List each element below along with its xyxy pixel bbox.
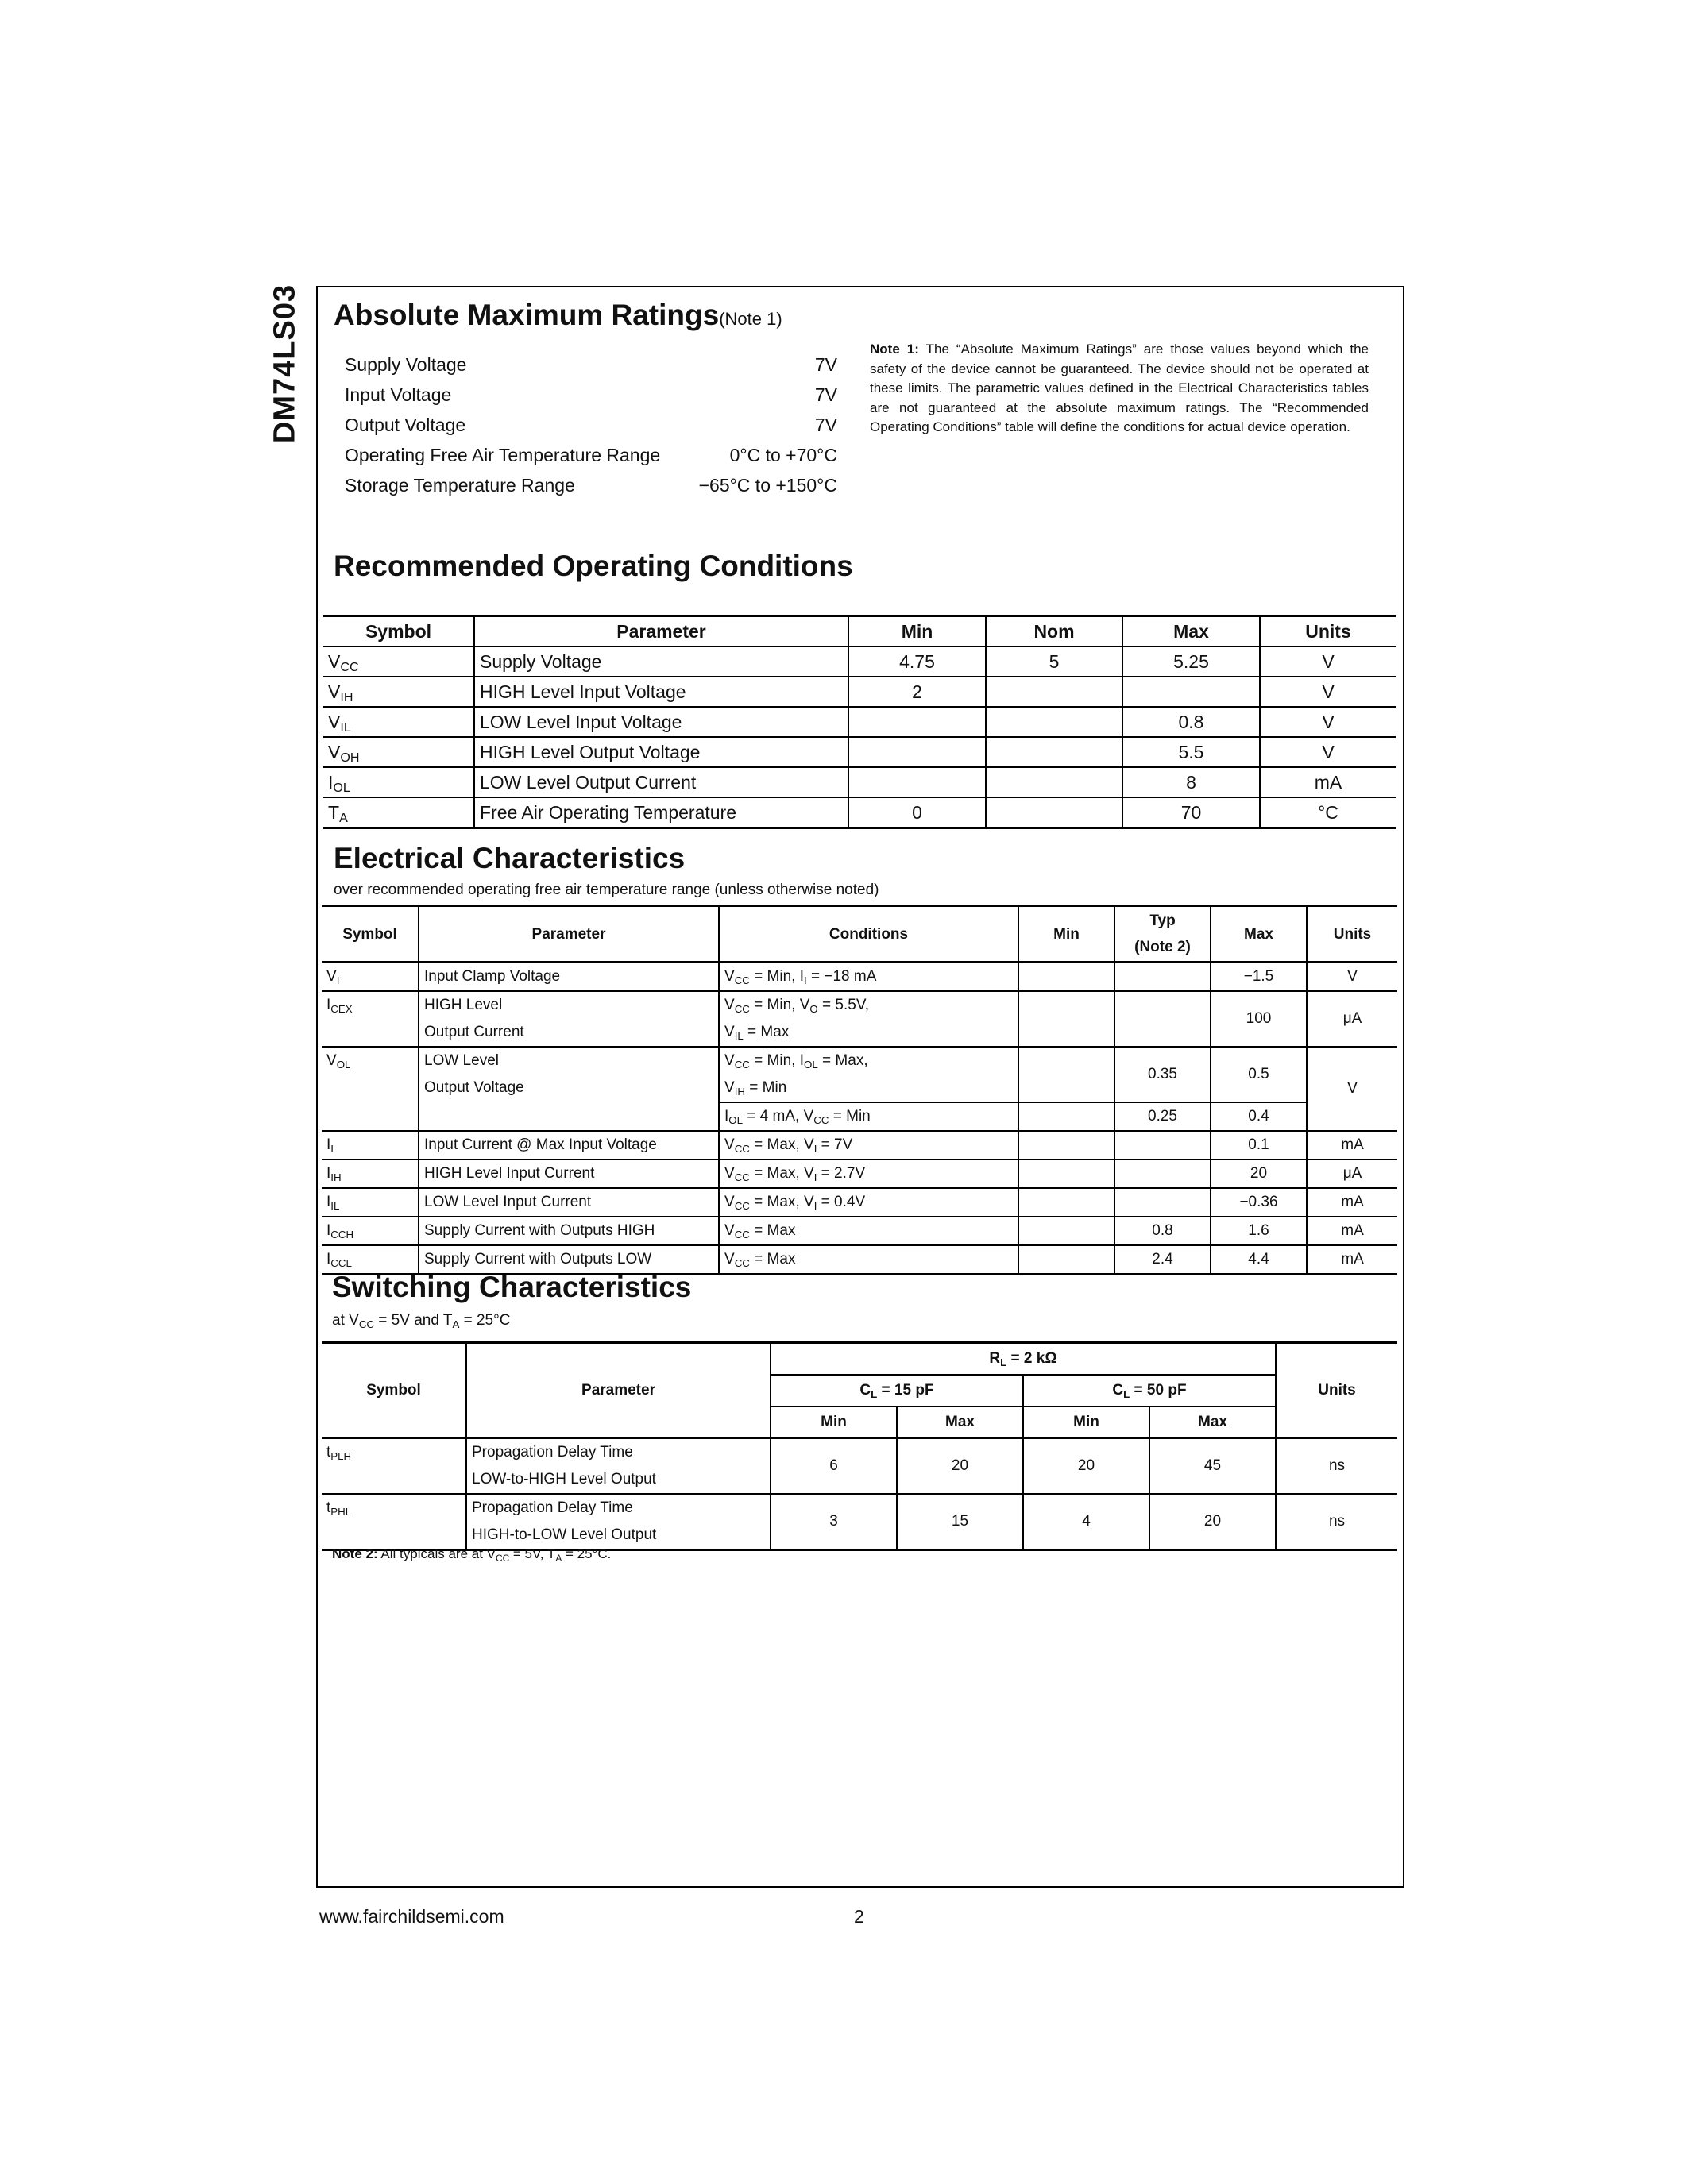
col-header: Max: [897, 1406, 1023, 1438]
col-header: Units: [1260, 616, 1396, 647]
min-cell: [1018, 1217, 1114, 1245]
note-2: Note 2: All typicals are at $V_{CC} = 5V$, $T_A = 25^\circ C$.: [332, 1546, 612, 1564]
symbol-cell: $V_{IL}$: [323, 707, 474, 737]
parameter-cell: Propagation Delay Time HIGH-to-LOW Level Output: [466, 1494, 771, 1550]
value-cell: 20: [1149, 1494, 1276, 1550]
symbol-cell: $I_{CEX}$: [322, 991, 419, 1047]
parameter-cell: Supply Voltage: [474, 646, 848, 677]
conditions-cell: $V_{CC}$ = Min, $I_I = -18$ mA: [719, 963, 1018, 992]
amr-item: Operating Free Air Temperature Range 0°C to +70°C: [345, 445, 837, 465]
units-cell: V: [1260, 707, 1396, 737]
value-cell: 15: [897, 1494, 1023, 1550]
ec-table: [322, 905, 1397, 1275]
symbol-cell: $V_{OH}$: [323, 737, 474, 767]
amr-item: Storage Temperature Range −65°C to +150°C: [345, 475, 837, 496]
units-cell: °C: [1260, 797, 1396, 828]
units-cell: mA: [1260, 767, 1396, 797]
max-cell: 100: [1211, 991, 1307, 1047]
parameter-cell: Supply Current with Outputs LOW: [419, 1245, 719, 1275]
table-row: [323, 767, 1396, 797]
parameter-cell: HIGH Level Input Current: [419, 1160, 719, 1188]
max-cell: 0.5: [1211, 1047, 1307, 1102]
table-row: [322, 1438, 1397, 1494]
max-cell: 0.8: [1122, 707, 1260, 737]
amr-item: Input Voltage 7V: [345, 384, 837, 405]
table-row: [322, 1217, 1397, 1245]
typ-cell: 0.25: [1114, 1102, 1211, 1131]
symbol-cell: $t_{PHL}$: [322, 1494, 466, 1550]
symbol-cell: $V_{IH}$: [323, 677, 474, 707]
typ-cell: [1114, 1188, 1211, 1217]
sc-title: Switching Characteristics: [332, 1271, 692, 1303]
symbol-cell: $t_{PLH}$: [322, 1438, 466, 1494]
conditions-cell: $V_{CC}$ = Max: [719, 1245, 1018, 1275]
parameter-cell: Propagation Delay Time LOW-to-HIGH Level Output: [466, 1438, 771, 1494]
col-header: Parameter: [474, 616, 848, 647]
units-cell: V: [1260, 737, 1396, 767]
col-header: Units: [1276, 1343, 1397, 1439]
nom-cell: [986, 677, 1122, 707]
col-header: Symbol: [322, 1343, 466, 1439]
min-cell: [1018, 1047, 1114, 1102]
units-cell: V: [1260, 646, 1396, 677]
conditions-cell: $V_{CC}$ = Max: [719, 1217, 1018, 1245]
conditions-cell: $V_{CC}$ = Max, $V_I = 0.4V$: [719, 1188, 1018, 1217]
table-row: [323, 646, 1396, 677]
cl15-header: $C_L = 15$ pF: [771, 1375, 1023, 1406]
parameter-cell: Input Current @ Max Input Voltage: [419, 1131, 719, 1160]
min-cell: [1018, 1160, 1114, 1188]
symbol-cell: $V_{CC}$: [323, 646, 474, 677]
value-cell: 4: [1023, 1494, 1149, 1550]
conditions-cell: $I_{OL} = 4$ mA, $V_{CC}$ = Min: [719, 1102, 1018, 1131]
col-header: Typ (Note 2): [1114, 906, 1211, 963]
value-cell: 6: [771, 1438, 897, 1494]
units-cell: mA: [1307, 1131, 1397, 1160]
conditions-cell: $V_{CC}$ = Min, $I_{OL}$ = Max, $V_{IH}$ = Min: [719, 1047, 1018, 1102]
typ-cell: 0.8: [1114, 1217, 1211, 1245]
col-header: Min: [1018, 906, 1114, 963]
max-cell: −0.36: [1211, 1188, 1307, 1217]
min-cell: [848, 767, 986, 797]
table-row: [323, 737, 1396, 767]
max-cell: 5.5: [1122, 737, 1260, 767]
conditions-cell: $V_{CC}$ = Max, $V_I = 7V$: [719, 1131, 1018, 1160]
units-cell: ns: [1276, 1494, 1397, 1550]
max-cell: −1.5: [1211, 963, 1307, 992]
note-1: Note 1: The “Absolute Maximum Ratings” are those values beyond which the safety of the device cannot be guaranteed. The device should not be operated at these limits. The parametric values defined in the Electrical Characteristics tables are not guaranteed at the absolute maximum ratings. The “Recommended Operating Conditions” table will define the conditions for actual device operation.: [870, 341, 1369, 434]
sc-subtitle: at $V_{CC} = 5V$ and $T_A = 25^\circ C$: [332, 1312, 511, 1330]
nom-cell: [986, 737, 1122, 767]
max-cell: 70: [1122, 797, 1260, 828]
col-header: Min: [771, 1406, 897, 1438]
table-row: [322, 1131, 1397, 1160]
table-header-row: [322, 906, 1397, 963]
table-header-row: [322, 1343, 1397, 1376]
parameter-cell: Free Air Operating Temperature: [474, 797, 848, 828]
units-cell: μA: [1307, 991, 1397, 1047]
table-row: [322, 1188, 1397, 1217]
units-cell: ns: [1276, 1438, 1397, 1494]
min-cell: 4.75: [848, 646, 986, 677]
parameter-cell: Input Clamp Voltage: [419, 963, 719, 992]
sc-table: [322, 1341, 1397, 1551]
max-cell: 0.4: [1211, 1102, 1307, 1131]
max-cell: 8: [1122, 767, 1260, 797]
col-header: Conditions: [719, 906, 1018, 963]
table-row: [323, 707, 1396, 737]
min-cell: [1018, 1131, 1114, 1160]
parameter-cell: LOW Level Output Current: [474, 767, 848, 797]
table-row: [322, 1047, 1397, 1102]
min-cell: 2: [848, 677, 986, 707]
typ-cell: [1114, 963, 1211, 992]
typ-cell: [1114, 991, 1211, 1047]
max-cell: [1122, 677, 1260, 707]
nom-cell: [986, 767, 1122, 797]
min-cell: [848, 707, 986, 737]
col-header: Max: [1211, 906, 1307, 963]
units-cell: mA: [1307, 1245, 1397, 1275]
units-cell: V: [1307, 1047, 1397, 1131]
symbol-cell: $V_{OL}$: [322, 1047, 419, 1131]
units-cell: mA: [1307, 1188, 1397, 1217]
units-cell: μA: [1307, 1160, 1397, 1188]
value-cell: 45: [1149, 1438, 1276, 1494]
table-row: [322, 963, 1397, 992]
symbol-cell: $I_{CCL}$: [322, 1245, 419, 1275]
parameter-cell: LOW Level Input Current: [419, 1188, 719, 1217]
rl-header: $R_L = 2$ kΩ: [771, 1343, 1276, 1376]
value-cell: 3: [771, 1494, 897, 1550]
roc-title: Recommended Operating Conditions: [334, 550, 853, 582]
symbol-cell: $I_I$: [322, 1131, 419, 1160]
amr-item: Supply Voltage 7V: [345, 354, 837, 375]
max-cell: 1.6: [1211, 1217, 1307, 1245]
min-cell: [1018, 991, 1114, 1047]
max-cell: 0.1: [1211, 1131, 1307, 1160]
parameter-cell: HIGH Level Output Voltage: [474, 737, 848, 767]
symbol-cell: $I_{IL}$: [322, 1188, 419, 1217]
min-cell: [848, 737, 986, 767]
symbol-cell: $V_I$: [322, 963, 419, 992]
table-row: [322, 1494, 1397, 1550]
parameter-cell: HIGH Level Input Voltage: [474, 677, 848, 707]
symbol-cell: $I_{OL}$: [323, 767, 474, 797]
min-cell: 0: [848, 797, 986, 828]
col-header: Units: [1307, 906, 1397, 963]
nom-cell: [986, 797, 1122, 828]
col-header: Min: [1023, 1406, 1149, 1438]
max-cell: 20: [1211, 1160, 1307, 1188]
col-header: Nom: [986, 616, 1122, 647]
table-row: [322, 1160, 1397, 1188]
symbol-cell: $I_{CCH}$: [322, 1217, 419, 1245]
min-cell: [1018, 1102, 1114, 1131]
col-header: Max: [1149, 1406, 1276, 1438]
nom-cell: 5: [986, 646, 1122, 677]
min-cell: [1018, 963, 1114, 992]
symbol-cell: $I_{IH}$: [322, 1160, 419, 1188]
max-cell: 5.25: [1122, 646, 1260, 677]
amr-title: Absolute Maximum Ratings(Note 1): [334, 299, 782, 331]
ec-title: Electrical Characteristics: [334, 842, 686, 874]
symbol-cell: $T_A$: [323, 797, 474, 828]
amr-item: Output Voltage 7V: [345, 415, 837, 435]
table-row: [322, 991, 1397, 1047]
side-part-number: DM74LS03: [268, 284, 302, 444]
units-cell: V: [1307, 963, 1397, 992]
ec-subtitle: over recommended operating free air temperature range (unless otherwise noted): [334, 882, 879, 898]
conditions-cell: $V_{CC}$ = Max, $V_I = 2.7V$: [719, 1160, 1018, 1188]
parameter-cell: HIGH Level Output Current: [419, 991, 719, 1047]
roc-table: [323, 615, 1396, 829]
parameter-cell: LOW Level Input Voltage: [474, 707, 848, 737]
min-cell: [1018, 1188, 1114, 1217]
footer-url[interactable]: www.fairchildsemi.com: [319, 1906, 504, 1927]
page-number: 2: [854, 1906, 864, 1927]
col-header: Symbol: [322, 906, 419, 963]
col-header: Parameter: [419, 906, 719, 963]
typ-cell: [1114, 1131, 1211, 1160]
col-header: Symbol: [323, 616, 474, 647]
value-cell: 20: [897, 1438, 1023, 1494]
parameter-cell: Supply Current with Outputs HIGH: [419, 1217, 719, 1245]
col-header: Max: [1122, 616, 1260, 647]
table-row: [323, 797, 1396, 828]
typ-cell: 0.35: [1114, 1047, 1211, 1102]
col-header: Min: [848, 616, 986, 647]
units-cell: mA: [1307, 1217, 1397, 1245]
conditions-cell: $V_{CC}$ = Min, $V_O = 5.5V$, $V_{IL}$ = Max: [719, 991, 1018, 1047]
parameter-cell: LOW Level Output Voltage: [419, 1047, 719, 1131]
typ-cell: [1114, 1160, 1211, 1188]
table-header-row: [323, 616, 1396, 647]
typ-cell: 2.4: [1114, 1245, 1211, 1275]
col-header: Parameter: [466, 1343, 771, 1439]
cl50-header: $C_L = 50$ pF: [1023, 1375, 1276, 1406]
min-cell: [1018, 1245, 1114, 1275]
max-cell: 4.4: [1211, 1245, 1307, 1275]
units-cell: V: [1260, 677, 1396, 707]
nom-cell: [986, 707, 1122, 737]
value-cell: 20: [1023, 1438, 1149, 1494]
table-row: [323, 677, 1396, 707]
